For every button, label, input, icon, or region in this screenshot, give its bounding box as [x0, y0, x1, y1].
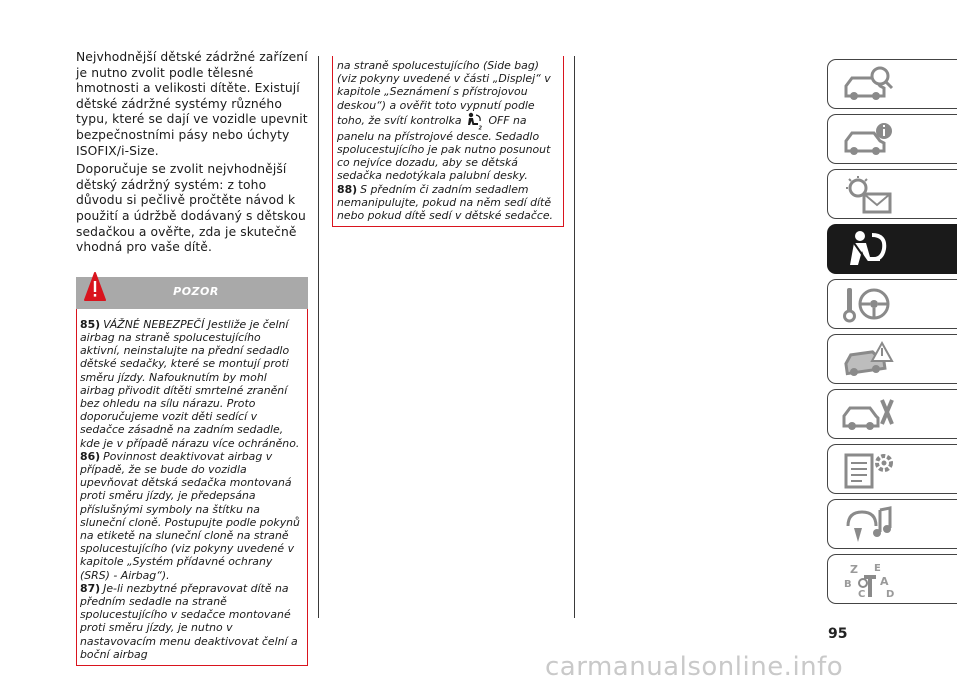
intro-paragraph-2: Doporučuje se zvolit nejvhodnější dětský zádržný systém: z toho důvodu si pečlivě pročtěte návod k použití a údržbě dodávaný s dětskou sedačkou a ověřte, zda je skutečně vhodná pro vaše dítě. — [76, 162, 306, 255]
warning-header — [76, 277, 308, 309]
note-number: 86) — [80, 449, 101, 463]
car-search-icon — [840, 64, 896, 106]
note-number: 87) — [80, 581, 101, 595]
warning-title: POZOR — [173, 284, 219, 298]
chapter-tab-technical-data[interactable] — [827, 444, 957, 494]
car-info-icon — [840, 119, 896, 161]
note-text: Je-li nezbytné přepravovat dítě na předním sedadle na straně spolucestujícího v sedačce montované proti směru jízdy, je nutno v nastavovacím menu deaktivovat čelní a boční airbag — [80, 581, 298, 661]
chapter-tab-starting-driving[interactable] — [827, 279, 957, 329]
note-text: VÁŽNÉ NEBEZPEČÍ Jestliže je čelní airbag na straně spolucestujícího aktivní, neinstalujte na přední sedadlo dětské sedačky, které se montují proti směru jízdy. Nafouknutím by mohl airbag přivodit dítěti smrtelné zranění bez ohledu na sílu nárazu. Proto doporučujeme vozit děti sedící v sedačce zásadně na zadním sedadle, kde je v případě nárazu více ochráněno. — [80, 317, 300, 450]
warning-note-85 — [80, 318, 304, 450]
chapter-tab-multimedia[interactable] — [827, 499, 957, 549]
warning-note-86 — [80, 450, 304, 582]
warning-note-87-continued — [337, 59, 560, 183]
column-divider-right — [574, 56, 575, 618]
chapter-tab-instrument-panel[interactable] — [827, 114, 957, 164]
svg-text:2: 2 — [478, 125, 482, 130]
airbag-off-warning-light-icon — [465, 112, 485, 130]
chapter-tab-service-maintenance[interactable] — [827, 389, 957, 439]
svg-text:D: D — [886, 589, 895, 600]
multimedia-music-icon — [840, 504, 896, 546]
note-number: 85) — [80, 317, 101, 331]
watermark: carmanualsonline.info — [545, 652, 844, 682]
continued-text: na straně spolucestujícího (Side bag) (viz pokyny uvedené v části „Displej“ v kapitole „Seznámení s přístrojovou deskou“) a ověřit toto vypnutí podle toho, že svítí kontrolka — [337, 59, 551, 127]
intro-text — [76, 50, 308, 256]
seat-belt-airbag-safety-icon — [840, 229, 896, 271]
svg-text:Z: Z — [850, 563, 858, 576]
alphabetical-index-icon — [840, 559, 896, 601]
chapter-tab-safety[interactable] — [827, 224, 957, 274]
technical-data-gear-icon — [840, 449, 896, 491]
column-divider-left — [318, 56, 319, 618]
warning-note-87 — [80, 582, 304, 661]
warning-note-88 — [337, 183, 560, 223]
continued-text-after-icon: OFF na panelu na přístrojové desce. Sedadlo spolucestujícího je pak nutno posunout co nejvíce dozadu, aby se dětská sedačka nedotýkala palubní desky. — [337, 113, 551, 183]
warning-box — [76, 309, 308, 666]
svg-text:C: C — [858, 589, 866, 600]
left-column — [76, 50, 308, 666]
chapter-tab-index[interactable] — [827, 554, 957, 604]
page-number: 95 — [828, 626, 848, 642]
svg-text:E: E — [874, 563, 881, 574]
chapter-tab-warning-lights[interactable] — [827, 169, 957, 219]
car-emergency-icon — [840, 339, 896, 381]
note-text: Povinnost deaktivovat airbag v případě, že se bude do vozidla upevňovat dětská sedačka montovaná proti směru jízdy, je předepsána příslušnými symboly na štítku na sluneční cloně. Postupujte podle pokynů na etiketě na sluneční cloně na straně spolucestujícího (viz pokyny uvedené v kapitole „Systém přídavné ochrany (SRS) - Airbag“). — [80, 449, 300, 582]
car-service-tools-icon — [840, 394, 896, 436]
warning-lights-message-icon — [840, 174, 896, 216]
note-number: 88) — [337, 182, 358, 196]
svg-text:A: A — [880, 575, 889, 588]
steering-wheel-key-icon — [840, 284, 896, 326]
chapter-tab-emergency[interactable] — [827, 334, 957, 384]
warning-box-continued — [332, 56, 564, 227]
chapter-tab-knowing-vehicle[interactable] — [827, 59, 957, 109]
note-text: S předním či zadním sedadlem nemanipulujte, pokud na něm sedí dítě nebo pokud dítě sedí v dětské sedačce. — [337, 182, 553, 223]
intro-paragraph-1: Nejvhodnější dětské zádržné zařízení je nutno zvolit podle tělesné hmotnosti a velikosti dítěte. Existují dětské zádržné systémy různého typu, které se dají ve vozidle upevnit bezpečnostními pásy nebo úchyty ISOFIX/i-Size. — [76, 50, 308, 158]
svg-text:B: B — [844, 579, 852, 590]
